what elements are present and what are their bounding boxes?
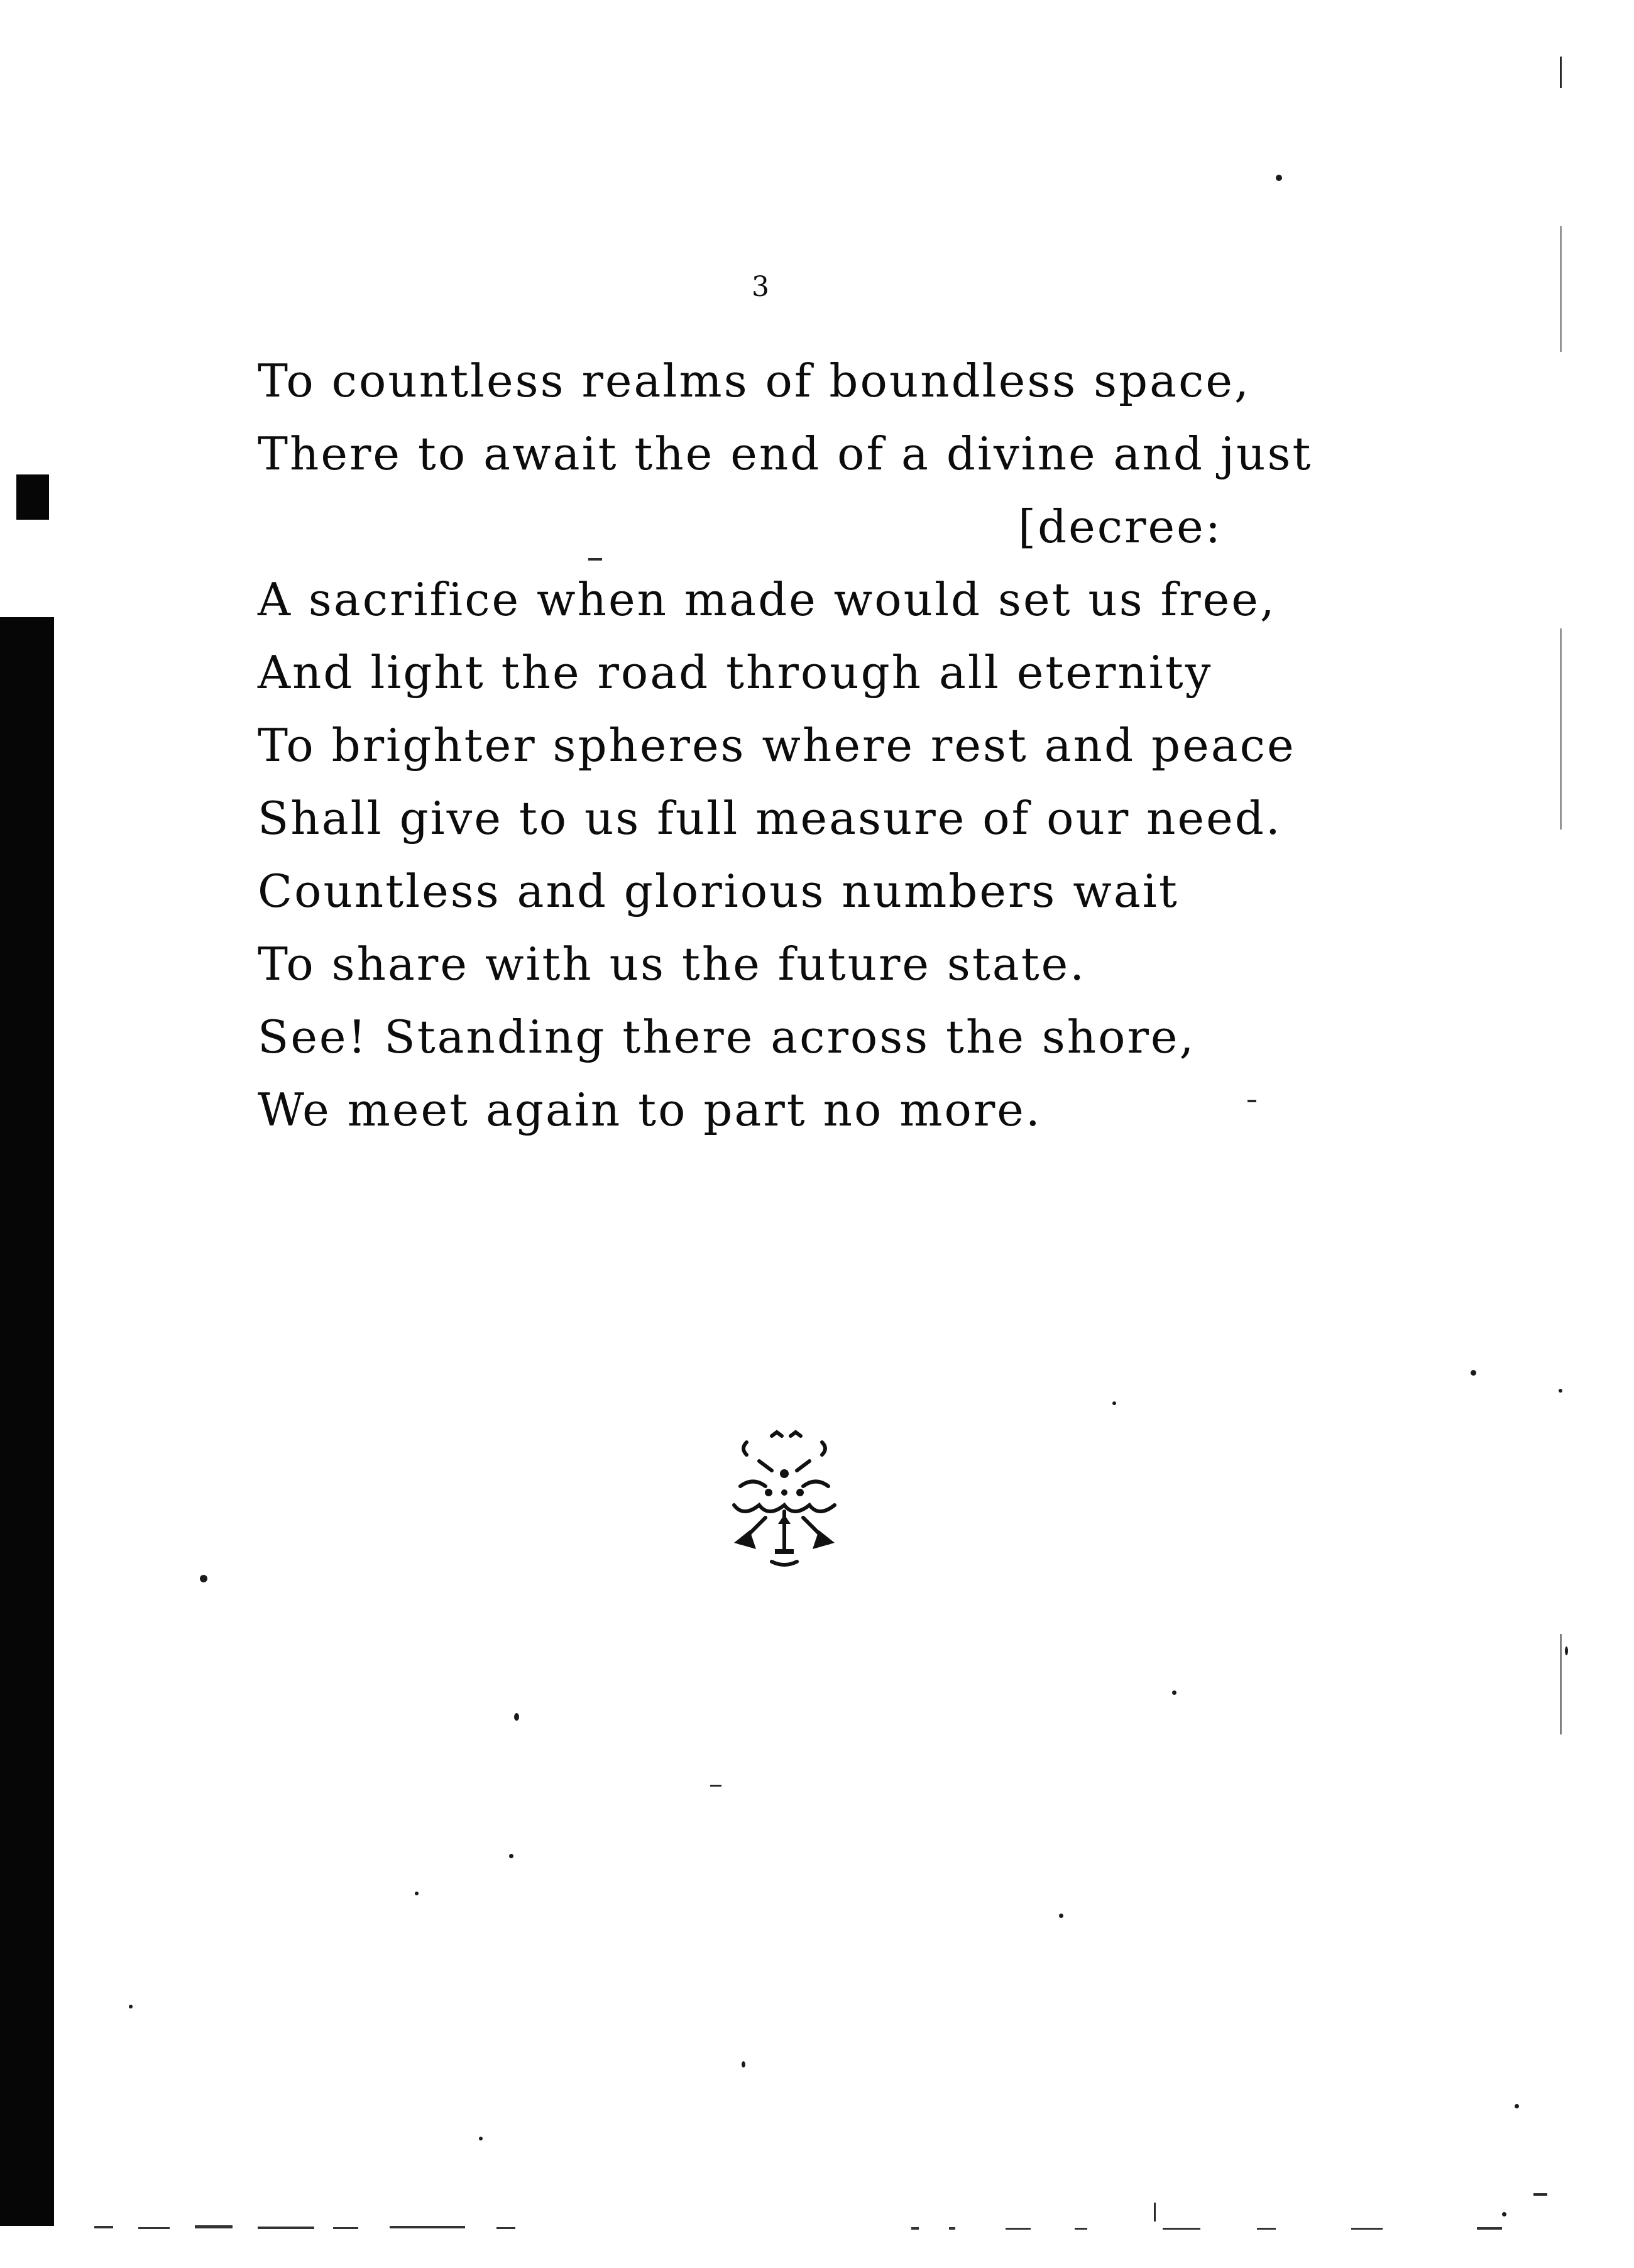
scan-dash — [588, 558, 602, 561]
poem-line: We meet again to part no more. — [258, 1083, 1042, 1136]
poem-text — [258, 344, 1312, 1146]
ornament-fleuron-icon — [721, 1423, 847, 1580]
scan-speck — [514, 1713, 519, 1721]
scan-edge-shadow — [0, 617, 54, 2226]
scan-edge-mark — [16, 474, 49, 520]
poem-line: See! Standing there across the shore, — [258, 1011, 1196, 1063]
poem-line: To share with us the future state. — [258, 938, 1087, 990]
scan-speck — [1112, 1401, 1116, 1405]
scan-dash — [1560, 226, 1562, 352]
scan-bottom-noise — [94, 2222, 1540, 2233]
poem-line: A sacrifice when made would set us free, — [258, 573, 1276, 626]
scan-dash — [710, 1785, 721, 1787]
scan-speck — [742, 2061, 745, 2068]
scan-dash — [1560, 57, 1562, 88]
scan-dash — [1560, 628, 1562, 830]
poem-line: Countless and glorious numbers wait — [258, 865, 1179, 918]
scan-speck — [1559, 1389, 1562, 1393]
scan-speck — [1471, 1370, 1476, 1376]
scan-speck — [509, 1854, 513, 1858]
scan-speck — [129, 2005, 133, 2008]
scan-dash — [1533, 2193, 1547, 2196]
scan-speck — [1565, 1646, 1568, 1655]
page-number: 3 — [752, 271, 769, 303]
poem-line: To countless realms of boundless space, — [258, 354, 1251, 407]
poem-line-turnover: [decree: — [1018, 500, 1223, 553]
poem-line: To brighter spheres where rest and peace — [258, 719, 1296, 772]
scan-dash — [1560, 1634, 1562, 1734]
scan-speck — [1502, 2212, 1506, 2216]
scan-dash — [1154, 2203, 1156, 2221]
poem-line: Shall give to us full measure of our need. — [258, 792, 1282, 845]
scan-speck — [415, 1892, 419, 1895]
poem-line: And light the road through all eternity — [258, 646, 1213, 699]
poem-line: There to await the end of a divine and just — [258, 427, 1313, 480]
scan-speck — [1172, 1690, 1176, 1695]
scan-speck — [200, 1575, 207, 1582]
scan-speck — [479, 2137, 483, 2140]
scan-speck — [1059, 1914, 1063, 1918]
scan-dash — [1247, 1100, 1256, 1102]
scan-speck — [1515, 2104, 1519, 2108]
scan-speck — [1276, 175, 1282, 181]
